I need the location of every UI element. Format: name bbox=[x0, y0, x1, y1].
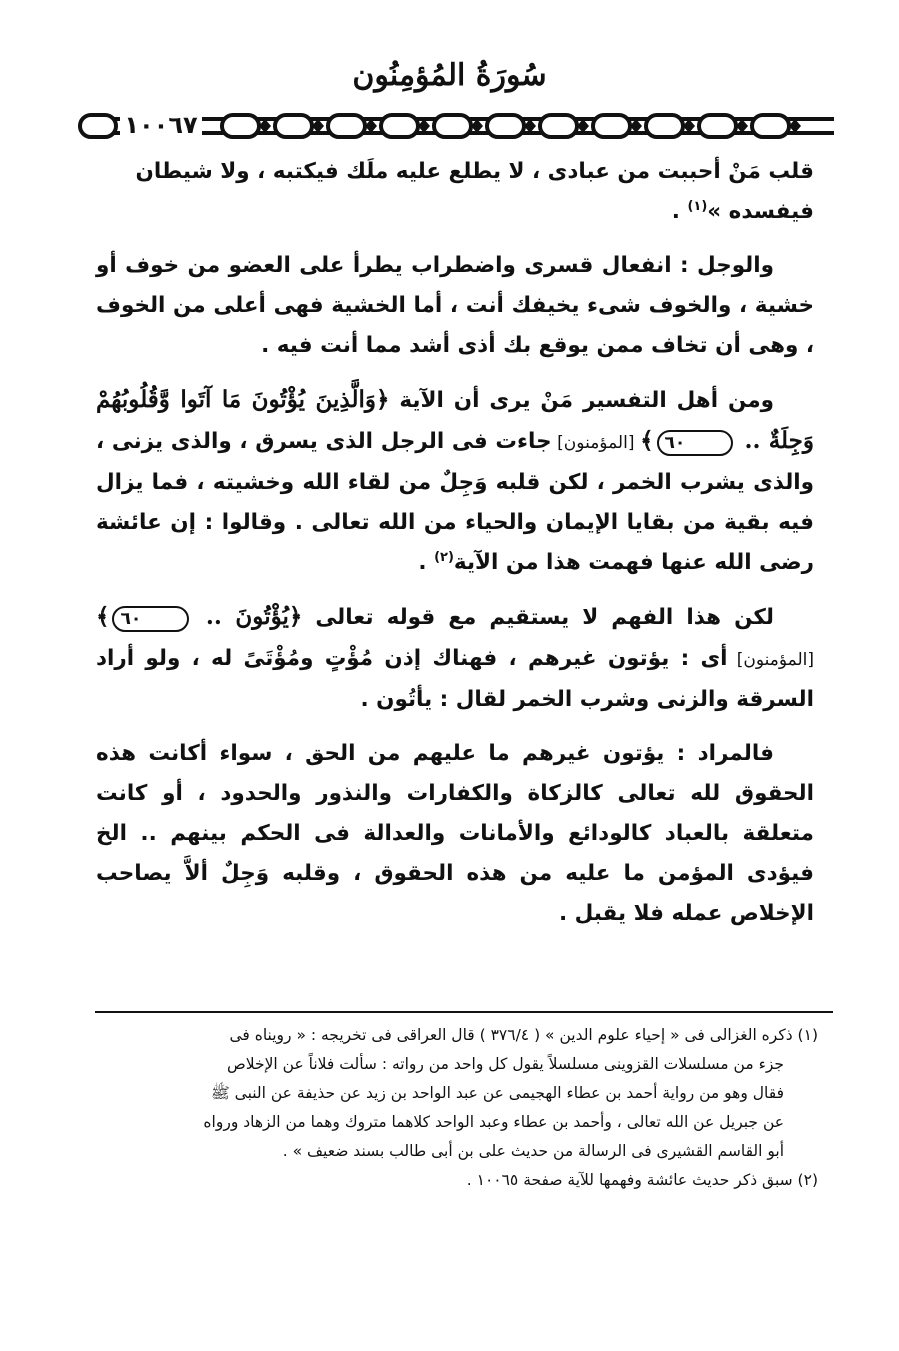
main-text bbox=[96, 152, 814, 948]
paragraph-1-line-2: فيفسده » bbox=[707, 199, 814, 224]
ornament-diamond bbox=[524, 119, 536, 133]
footnote-marker-1: (١) bbox=[687, 198, 708, 214]
footnote-1-line-4: عن جبريل عن الله تعالى ، وأحمد بن عطاء وعبد الواحد كلاهما متروك وهما من الزهاد ورواه bbox=[203, 1113, 784, 1131]
ayah-number-2: ٦٠ bbox=[112, 606, 189, 632]
ornament-diamond bbox=[789, 119, 801, 133]
ornament-link bbox=[593, 115, 630, 137]
ornament-link bbox=[699, 115, 736, 137]
paragraph-1-line-1: قلب مَنْ أحببت من عبادى ، لا يطلع عليه ملَك فيكتبه ، ولا شيطان bbox=[135, 159, 814, 184]
footnote-1-line-2: جزء من مسلسلات القزوينى مسلسلاً يقول كل واحد من رواته : سألت فلاناً عن الإخلاص bbox=[227, 1055, 784, 1073]
ornament-link bbox=[222, 115, 259, 137]
ornament-link bbox=[487, 115, 524, 137]
paragraph-4-intro: لكن هذا الفهم لا يستقيم مع قوله تعالى bbox=[302, 605, 775, 630]
ornament-diamond bbox=[736, 119, 748, 133]
paragraph-3 bbox=[96, 380, 814, 583]
ornament-diamond bbox=[577, 119, 589, 133]
footnote-divider bbox=[95, 1011, 833, 1013]
ornament-link bbox=[752, 115, 789, 137]
paragraph-3-body: جاءت فى الرجل الذى يسرق ، والذى يزنى ، والذى يشرب الخمر ، لكن قلبه وَجِلٌ من لقاء الله وخشيته ، فما يزال فيه بقية من بقايا الإيمان والحياء من الله تعالى . وقالوا : إن عائشة رضى الله عنها فهمت هذا من الآية bbox=[96, 429, 814, 575]
footnote-2: (٢) سبق ذكر حديث عائشة وفهمها للآية صفحة ١٠٠٦٥ . bbox=[466, 1171, 818, 1189]
quran-bracket-close-1: ﴾ bbox=[640, 427, 654, 454]
surah-title: سُورَةُ المُؤمِنُون bbox=[352, 58, 547, 93]
footnotes bbox=[96, 1021, 818, 1195]
quran-verse-1: ﴿وَالَّذِينَ يُؤْتُونَ مَا آتَوا وَّقُلُوبُهُمْ وَجِلَةٌ .. bbox=[96, 386, 814, 454]
ornament-diamond bbox=[365, 119, 377, 133]
paragraph-3-intro: ومن أهل التفسير مَنْ يرى أن الآية bbox=[389, 388, 775, 413]
ornament-diamond bbox=[312, 119, 324, 133]
ornament-link bbox=[646, 115, 683, 137]
ornament-link bbox=[328, 115, 365, 137]
ornament-diamond bbox=[630, 119, 642, 133]
surah-reference-1: [المؤمنون] bbox=[551, 433, 641, 453]
paragraph-5: فالمراد : يؤتون غيرهم ما عليهم من الحق ، سواء أكانت هذه الحقوق لله تعالى كالزكاة والكفارات والنذور والحدود ، أو كانت متعلقة بالعباد كالودائع والأمانات والعدالة فى الحكم بينهم .. الخ فيؤدى المؤمن ما عليه من هذه الحقوق ، وقلبه وَجِلٌ ألاَّ يصاحب الإخلاص عمله فلا يقبل . bbox=[96, 741, 814, 926]
ornament-link bbox=[275, 115, 312, 137]
footnote-marker-2: (٢) bbox=[434, 549, 454, 565]
paragraph-2: والوجل : انفعال قسرى واضطراب يطرأ على العضو من خوف أو خشية ، والخوف شىء يخيفك أنت ، أما الخشية فهى أعلى من الخوف ، وهى أن تخاف ممن يوقع بك أذى أشد مما أنت فيه . bbox=[96, 253, 814, 358]
ornament-link bbox=[381, 115, 418, 137]
paragraph-1-end: . bbox=[671, 199, 688, 224]
footnote-1-line-5: أبو القاسم القشيرى فى الرسالة من حديث على بن أبى طالب بسند ضعيف » . bbox=[282, 1142, 784, 1160]
ornament-diamond bbox=[259, 119, 271, 133]
quran-bracket-close-2: ﴾ bbox=[96, 603, 110, 630]
quran-verse-2: ﴿يُؤْتُونَ .. bbox=[192, 603, 303, 630]
paragraph-1 bbox=[96, 152, 814, 232]
surah-reference-2: [المؤمنون] bbox=[727, 650, 814, 670]
ornament-diamond bbox=[471, 119, 483, 133]
page-number: ١٠٠٦٧ bbox=[120, 111, 202, 139]
footnote-1-line-1: (١) ذكره الغزالى فى « إحياء علوم الدين » ( ٣٧٦/٤ ) قال العراقى فى تخريجه : « رويناه فى bbox=[229, 1026, 818, 1044]
footnote-1-line-3: فقال وهو من رواية أحمد بن عطاء الهجيمى عن عبد الواحد بن زيد عن حذيفة عن النبى ﷺ bbox=[211, 1084, 784, 1102]
ornament-link bbox=[434, 115, 471, 137]
ayah-number-1: ٦٠ bbox=[657, 430, 734, 456]
ornament-diamond bbox=[418, 119, 430, 133]
paragraph-4 bbox=[96, 597, 814, 720]
paragraph-3-end: . bbox=[418, 550, 435, 575]
ornament-diamond bbox=[683, 119, 695, 133]
ornament-link bbox=[540, 115, 577, 137]
paragraph-4-body: أى : يؤتون غيرهم ، فهناك إذن مُؤْتٍ ومُؤْتَىً له ، ولو أراد السرقة والزنى وشرب الخمر لقال : يأتُون . bbox=[96, 646, 814, 712]
ornament-end-cap bbox=[80, 115, 116, 137]
